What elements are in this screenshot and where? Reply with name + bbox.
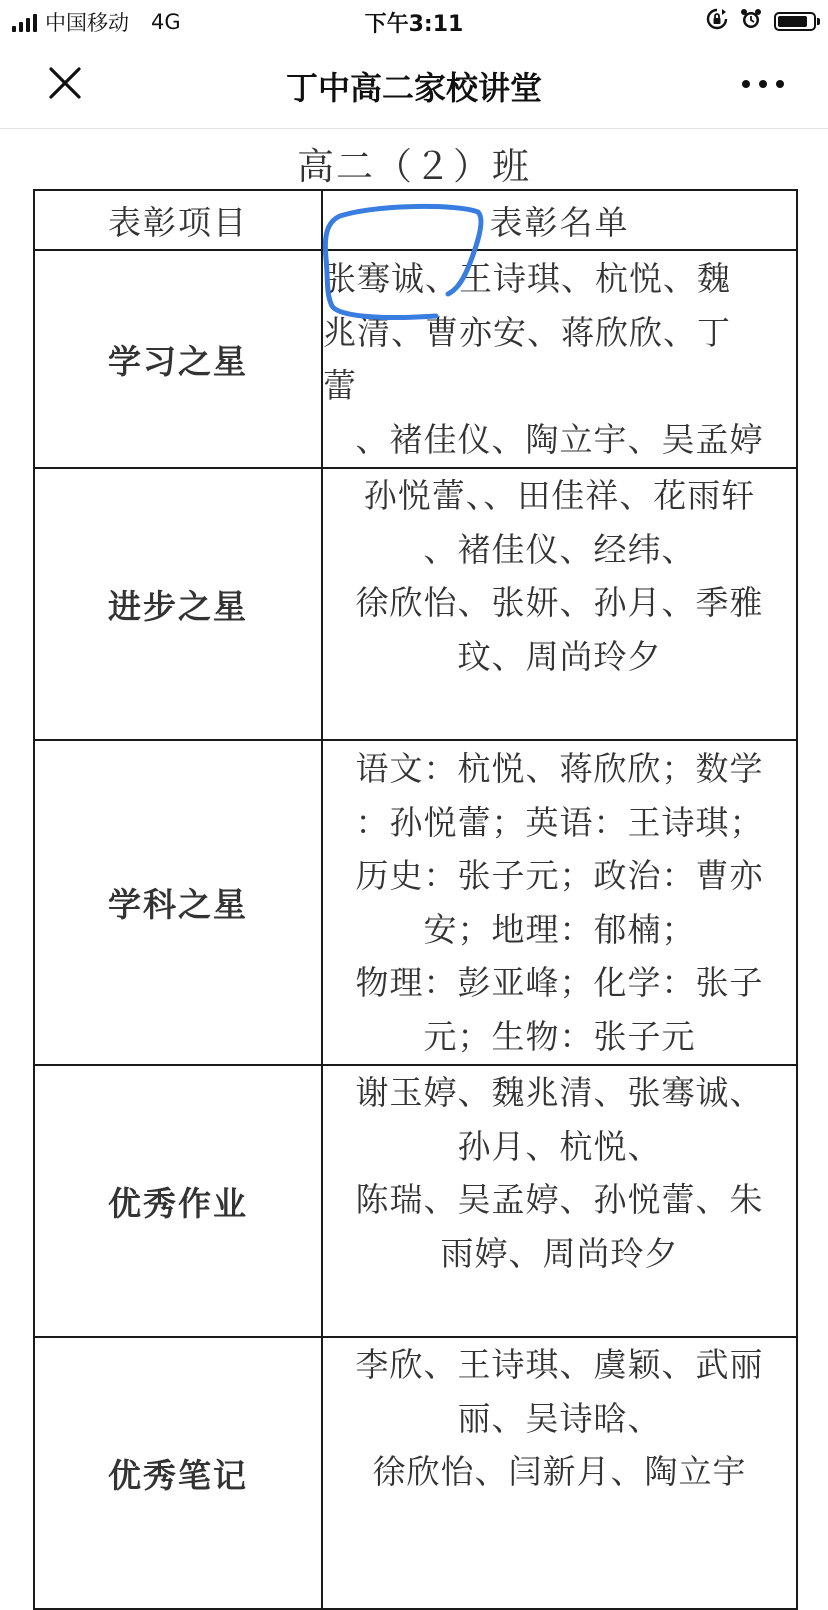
carrier-name: 中国移动 — [45, 11, 129, 35]
status-bar — [0, 0, 828, 40]
name-line: 历史：张子元；政治：曹亦 — [355, 856, 764, 895]
name-line: 丽、吴诗晗、 — [457, 1398, 662, 1438]
name-line: 玟、周尚玲夕 — [457, 636, 662, 676]
table-header-row — [34, 190, 797, 250]
name-line: 蕾 — [323, 366, 357, 405]
name-line: ：孙悦蕾；英语：王诗琪； — [355, 802, 764, 842]
names-cell — [322, 468, 797, 740]
header-category: 表彰项目 — [34, 190, 322, 250]
name-line: 元；生物：张子元 — [423, 1016, 696, 1056]
name-line: 语文：杭悦、蒋欣欣；数学 — [355, 749, 764, 788]
name-line: 孙悦蕾、、田佳祥、花雨轩 — [363, 476, 756, 515]
names-cell — [322, 1337, 797, 1609]
table-row — [34, 1065, 797, 1337]
name-line: 张骞诚、王诗琪、杭悦、魏 — [323, 259, 731, 298]
name-line: 李欣、王诗琪、虞颖、武丽 — [355, 1345, 764, 1384]
status-time: 下午3:11 — [364, 12, 464, 37]
category-cell: 学习之星 — [34, 250, 322, 468]
page-title: 丁中高二家校讲堂 — [285, 69, 542, 107]
more-button[interactable] — [742, 70, 784, 98]
category-cell: 进步之星 — [34, 468, 322, 740]
names-cell — [322, 1065, 797, 1337]
nav-bar — [0, 40, 828, 129]
name-line: 雨婷、周尚玲夕 — [440, 1233, 679, 1273]
name-line: 孙月、杭悦、 — [457, 1126, 662, 1166]
table-row — [34, 468, 797, 740]
header-names: 表彰名单 — [322, 190, 797, 250]
name-line: 谢玉婷、魏兆清、张骞诚、 — [355, 1073, 764, 1112]
names-cell — [322, 250, 797, 468]
table-row — [34, 1337, 797, 1609]
table-row — [34, 740, 797, 1065]
battery-icon — [774, 12, 816, 31]
status-right — [706, 8, 816, 34]
table-row — [34, 250, 797, 468]
award-table — [33, 189, 798, 1610]
name-line: 徐欣怡、闫新月、陶立宇 — [372, 1452, 747, 1491]
category-cell: 优秀笔记 — [34, 1337, 322, 1609]
names-cell — [322, 740, 797, 1065]
name-line: 物理：彭亚峰；化学：张子 — [355, 963, 764, 1002]
network-type: 4G — [151, 10, 181, 34]
name-line: 陈瑞、吴孟婷、孙悦蕾、朱 — [355, 1180, 764, 1219]
name-line: 安；地理：郁楠； — [423, 909, 696, 949]
alarm-icon — [740, 8, 762, 34]
orientation-lock-icon — [706, 8, 728, 34]
name-line: 徐欣怡、张妍、孙月、季雅 — [355, 583, 764, 622]
class-title: 高二（２）班 — [297, 145, 531, 188]
name-line: 、褚佳仪、经纬、 — [423, 529, 696, 569]
category-cell: 优秀作业 — [34, 1065, 322, 1337]
name-line: 兆清、曹亦安、蒋欣欣、丁 — [323, 312, 731, 352]
name-line: 、褚佳仪、陶立宇、吴孟婷 — [355, 419, 764, 459]
more-icon — [742, 80, 784, 88]
category-cell: 学科之星 — [34, 740, 322, 1065]
